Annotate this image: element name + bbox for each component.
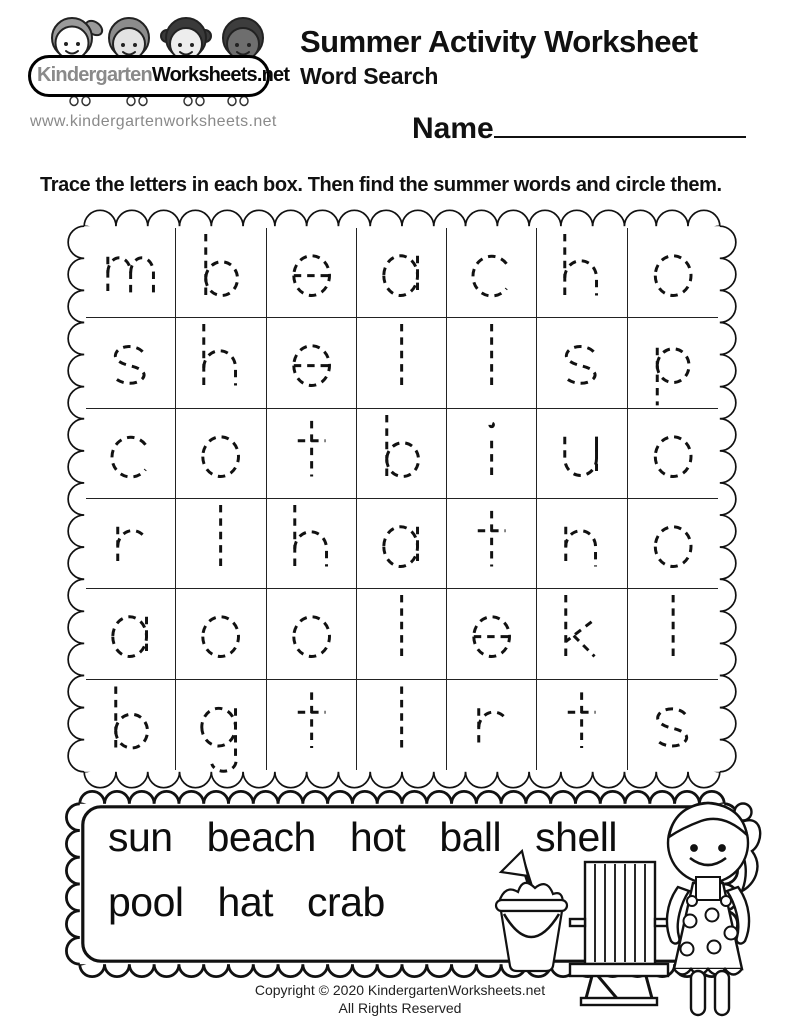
footer-copyright: Copyright © 2020 KindergartenWorksheets.net: [254, 982, 546, 998]
trace-letter-e: [267, 228, 356, 317]
trace-letter-h: [537, 228, 626, 317]
page-subtitle: Word Search: [300, 63, 439, 89]
trace-letter-p: [628, 318, 718, 407]
trace-cell-r2c7-p[interactable]: [628, 318, 718, 408]
page-title: Summer Activity Worksheet: [300, 24, 698, 59]
trace-letter-c: [447, 228, 536, 317]
trace-cell-r6c1-b[interactable]: [86, 680, 176, 770]
trace-cell-r1c6-h[interactable]: [537, 228, 627, 318]
trace-cell-r5c4-l[interactable]: [357, 589, 447, 679]
trace-letter-s: [537, 318, 626, 407]
trace-letter-t: [267, 409, 356, 498]
logo-brand-gray: Kindergarten: [37, 64, 152, 86]
trace-letter-e: [267, 318, 356, 407]
footer-rights: All Rights Reserved: [338, 1000, 462, 1017]
trace-letter-e: [447, 589, 536, 678]
trace-letter-b: [176, 228, 265, 317]
trace-cell-r6c5-r[interactable]: [447, 680, 537, 770]
trace-cell-r6c7-s[interactable]: [628, 680, 718, 770]
trace-cell-r4c2-l[interactable]: [176, 499, 266, 589]
site-url: www.kindergartenworksheets.net: [30, 113, 277, 130]
trace-letter-o: [176, 589, 265, 678]
trace-letter-b: [86, 680, 175, 770]
trace-cell-r6c3-t[interactable]: [267, 680, 357, 770]
title-block: [300, 24, 780, 90]
trace-cell-r6c2-g[interactable]: [176, 680, 266, 770]
trace-cell-r4c7-o[interactable]: [628, 499, 718, 589]
trace-letter-l: [357, 680, 446, 770]
trace-cell-r5c7-l[interactable]: [628, 589, 718, 679]
trace-letter-l: [447, 318, 536, 407]
name-write-line[interactable]: [494, 108, 746, 138]
trace-cell-r1c1-m[interactable]: [86, 228, 176, 318]
trace-cell-r3c6-u[interactable]: [537, 409, 627, 499]
trace-letter-n: [537, 499, 626, 588]
trace-cell-r4c5-t[interactable]: [447, 499, 537, 589]
trace-letter-r: [447, 680, 536, 770]
sand-bucket-icon: [492, 846, 572, 978]
trace-grid-cells: [86, 228, 718, 770]
trace-cell-r5c1-a[interactable]: [86, 589, 176, 679]
word-bank-line-1: [108, 814, 710, 861]
trace-cell-r2c1-s[interactable]: [86, 318, 176, 408]
trace-cell-r3c7-o[interactable]: [628, 409, 718, 499]
trace-cell-r4c4-a[interactable]: [357, 499, 447, 589]
trace-grid: [66, 208, 738, 790]
trace-cell-r3c5-i[interactable]: [447, 409, 537, 499]
name-row: [412, 108, 746, 146]
trace-cell-r4c1-r[interactable]: [86, 499, 176, 589]
trace-cell-r5c2-o[interactable]: [176, 589, 266, 679]
bank-word-hat: hat: [217, 879, 274, 925]
trace-letter-o: [628, 499, 718, 588]
bank-word-crab: crab: [307, 879, 385, 925]
trace-cell-r5c5-e[interactable]: [447, 589, 537, 679]
logo-brand-black: Worksheets.net: [151, 64, 290, 86]
trace-letter-a: [357, 228, 446, 317]
trace-letter-o: [267, 589, 356, 678]
trace-cell-r2c5-l[interactable]: [447, 318, 537, 408]
trace-letter-o: [628, 409, 718, 498]
trace-letter-r: [86, 499, 175, 588]
bank-word-sun: sun: [108, 814, 173, 860]
bank-word-pool: pool: [108, 879, 184, 925]
bank-word-beach: beach: [206, 814, 316, 860]
trace-cell-r1c5-c[interactable]: [447, 228, 537, 318]
kids-icon: [34, 6, 272, 62]
trace-letter-m: [86, 228, 175, 317]
site-logo: [28, 6, 290, 131]
trace-cell-r1c3-e[interactable]: [267, 228, 357, 318]
trace-cell-r6c6-t[interactable]: [537, 680, 627, 770]
trace-cell-r3c1-c[interactable]: [86, 409, 176, 499]
trace-letter-o: [176, 409, 265, 498]
trace-cell-r2c4-l[interactable]: [357, 318, 447, 408]
trace-letter-u: [537, 409, 626, 498]
trace-letter-s: [628, 680, 718, 770]
trace-letter-k: [537, 589, 626, 678]
trace-letter-a: [357, 499, 446, 588]
logo-wordmark: [28, 55, 290, 97]
bank-word-ball: ball: [439, 814, 502, 860]
trace-letter-b: [357, 409, 446, 498]
trace-cell-r6c4-l[interactable]: [357, 680, 447, 770]
trace-letter-h: [176, 318, 265, 407]
footer: [0, 981, 800, 1017]
trace-cell-r5c3-o[interactable]: [267, 589, 357, 679]
trace-cell-r3c3-t[interactable]: [267, 409, 357, 499]
bank-word-shell: shell: [535, 814, 617, 860]
name-label: Name: [412, 112, 494, 145]
trace-letter-c: [86, 409, 175, 498]
trace-letter-t: [447, 499, 536, 588]
trace-letter-l: [357, 318, 446, 407]
trace-letter-t: [537, 680, 626, 770]
trace-cell-r1c7-o[interactable]: [628, 228, 718, 318]
trace-cell-r4c6-n[interactable]: [537, 499, 627, 589]
trace-cell-r1c4-a[interactable]: [357, 228, 447, 318]
trace-cell-r2c2-h[interactable]: [176, 318, 266, 408]
trace-cell-r3c4-b[interactable]: [357, 409, 447, 499]
trace-letter-s: [86, 318, 175, 407]
trace-letter-g: [176, 680, 265, 770]
trace-cell-r2c6-s[interactable]: [537, 318, 627, 408]
trace-letter-l: [628, 589, 718, 678]
trace-cell-r5c6-k[interactable]: [537, 589, 627, 679]
bank-word-hot: hot: [349, 814, 406, 860]
trace-letter-o: [628, 228, 718, 317]
trace-cell-r2c3-e[interactable]: [267, 318, 357, 408]
trace-letter-h: [267, 499, 356, 588]
trace-cell-r3c2-o[interactable]: [176, 409, 266, 499]
trace-letter-i: [447, 409, 536, 498]
trace-cell-r4c3-h[interactable]: [267, 499, 357, 589]
trace-letter-a: [86, 589, 175, 678]
trace-letter-l: [176, 499, 265, 588]
trace-letter-t: [267, 680, 356, 770]
trace-cell-r1c2-b[interactable]: [176, 228, 266, 318]
trace-letter-l: [357, 589, 446, 678]
instruction-text: Trace the letters in each box. Then find the summer words and circle them.: [40, 174, 722, 196]
